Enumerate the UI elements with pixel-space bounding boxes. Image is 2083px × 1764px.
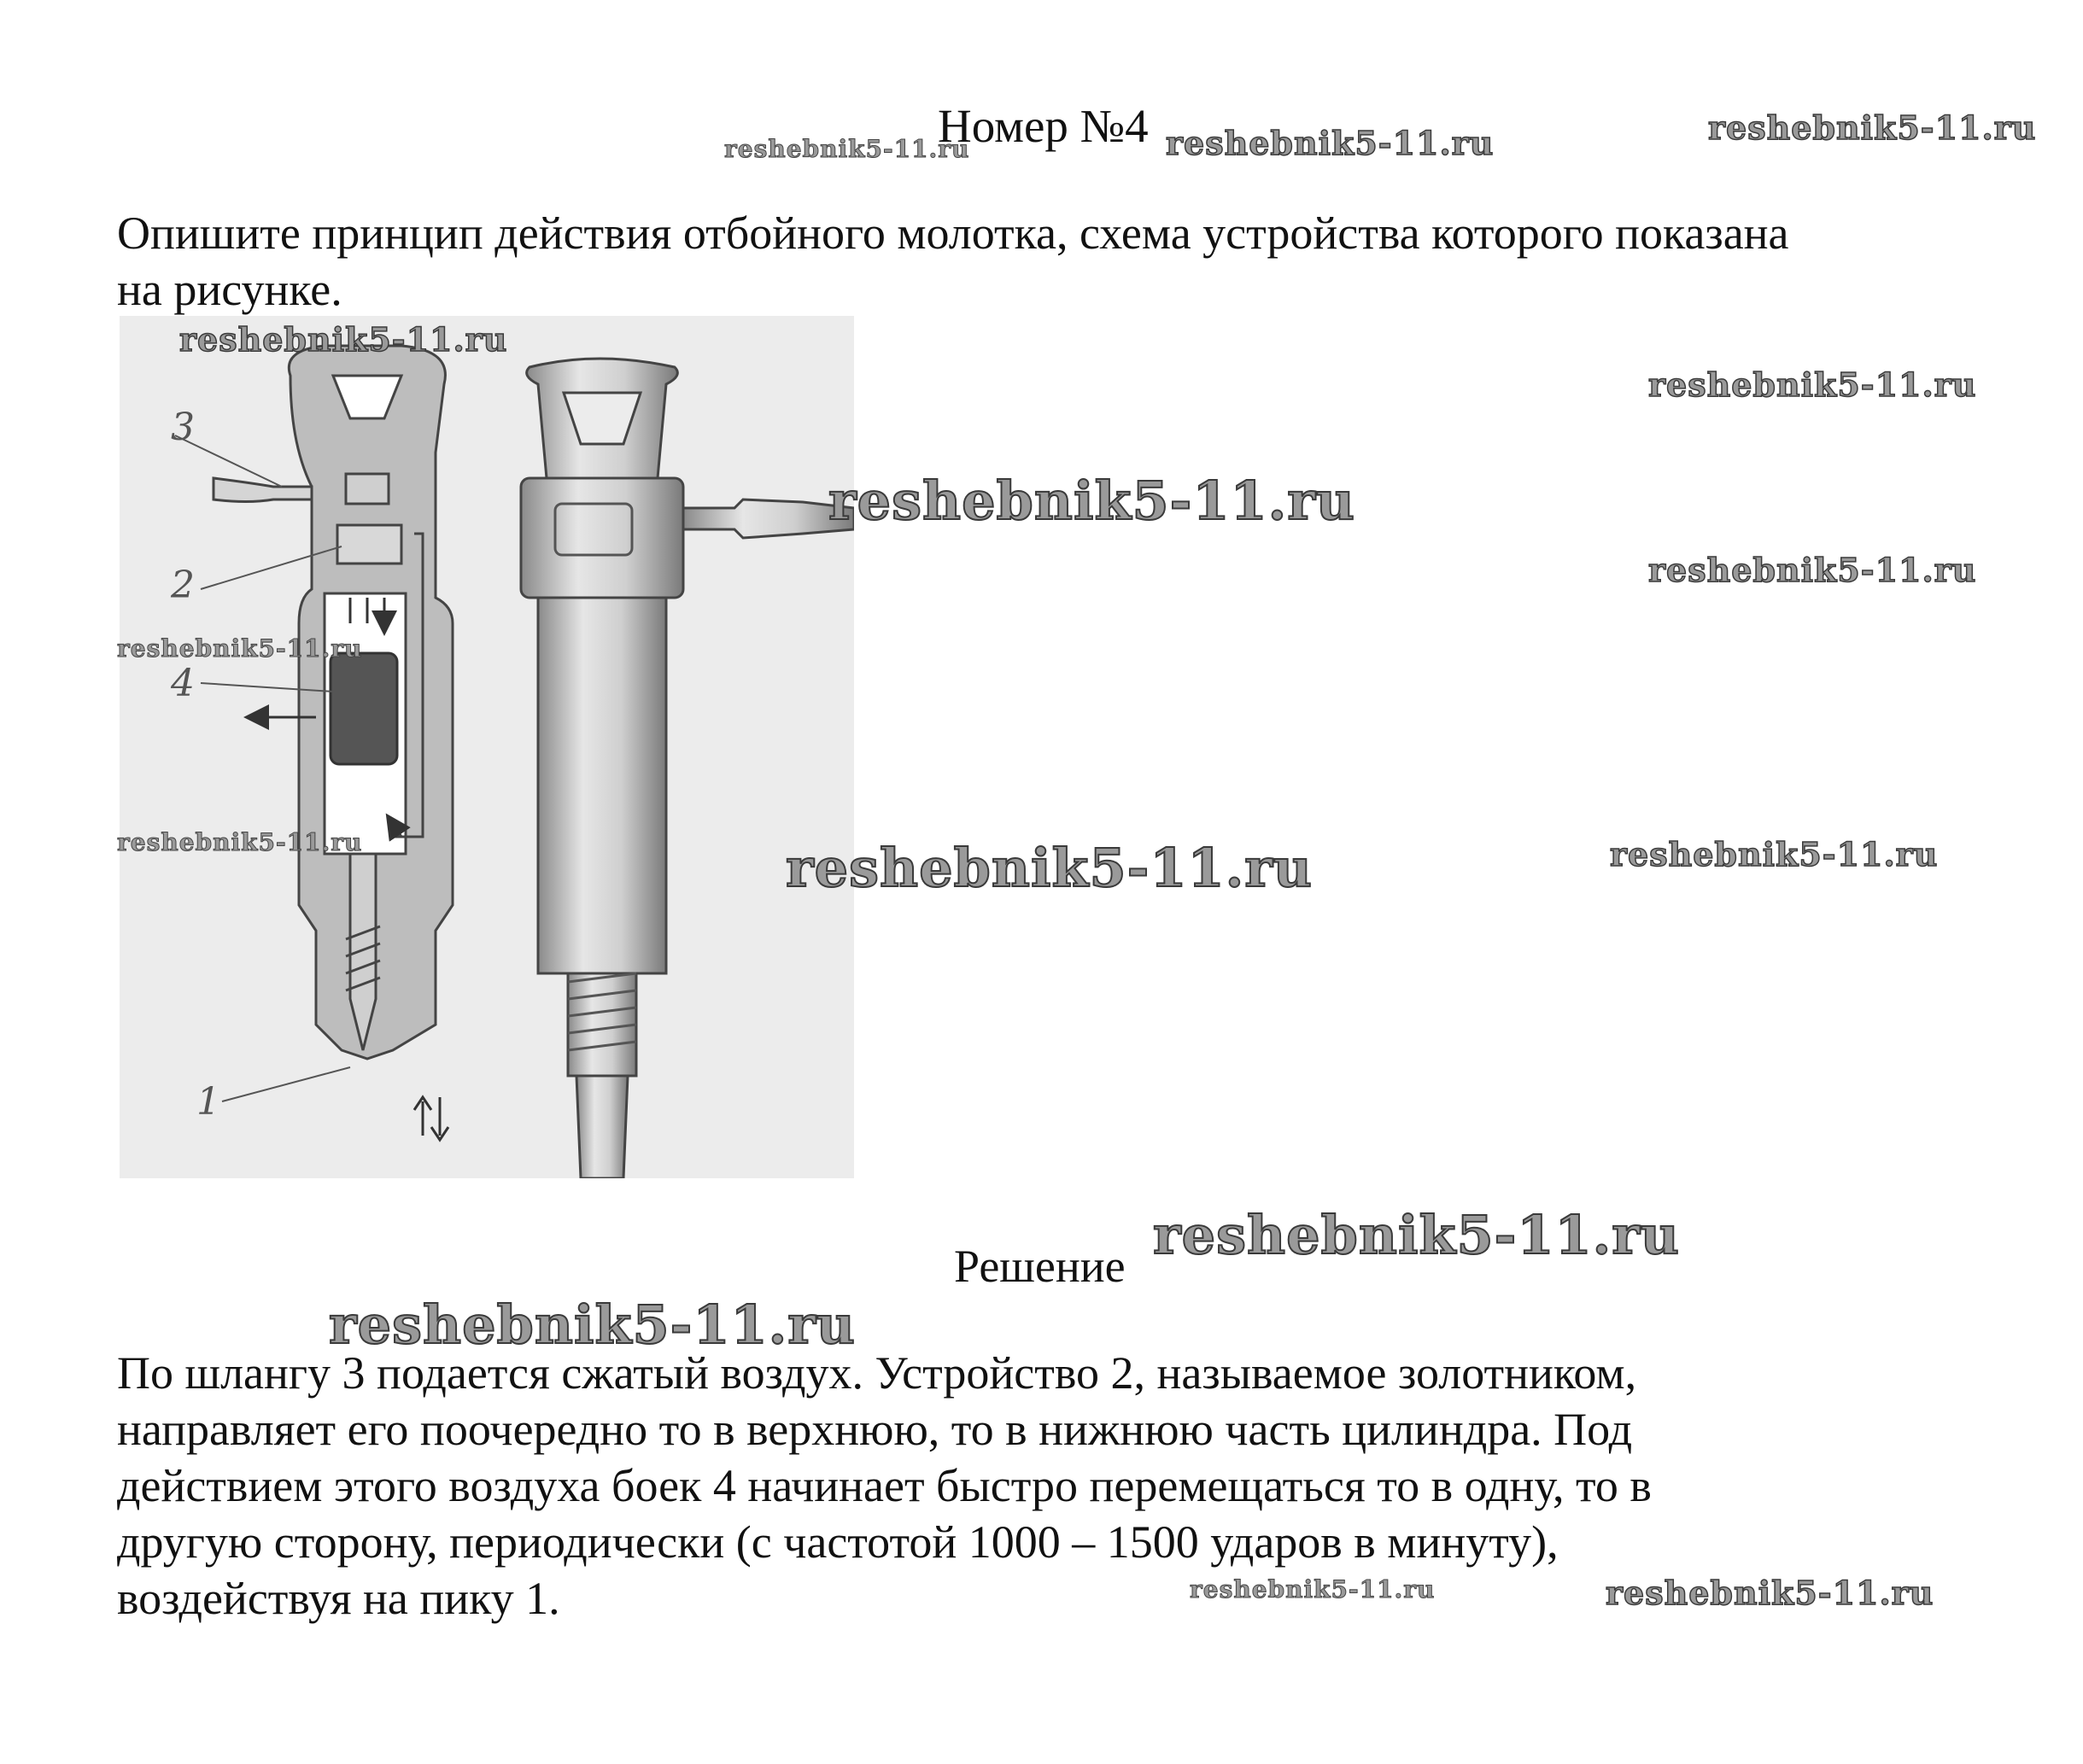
watermark: reshebnik5-11.ru [117, 634, 363, 663]
watermark: reshebnik5-11.ru [724, 135, 970, 163]
label-1: 1 [196, 1080, 220, 1124]
watermark: reshebnik5-11.ru [1190, 1575, 1436, 1603]
watermark: reshebnik5-11.ru [117, 828, 363, 856]
watermark: reshebnik5-11.ru [179, 320, 508, 359]
label-2: 2 [171, 564, 195, 607]
label-4: 4 [171, 662, 195, 705]
question-line-2: на рисунке. [117, 264, 342, 315]
watermark: reshebnik5-11.ru [1708, 108, 2037, 147]
solution-heading: Решение [954, 1241, 1126, 1292]
watermark: reshebnik5-11.ru [1610, 835, 1939, 873]
label-3: 3 [171, 406, 195, 449]
watermark: reshebnik5-11.ru [1606, 1574, 1934, 1612]
jackhammer-figure [120, 316, 854, 1178]
watermark: reshebnik5-11.ru [786, 837, 1313, 899]
solution-line-2: направляет его поочередно то в верхнюю, то в нижнюю часть цилиндра. Под [117, 1404, 1633, 1455]
solution-line-1: По шлангу 3 подается сжатый воздух. Устройство 2, называемое золотником, [117, 1347, 1637, 1399]
watermark: reshebnik5-11.ru [1153, 1204, 1680, 1266]
watermark: reshebnik5-11.ru [828, 470, 1355, 532]
page-title: Номер №4 [938, 100, 1149, 152]
watermark: reshebnik5-11.ru [329, 1294, 856, 1356]
jackhammer-diagram [120, 316, 854, 1178]
solution-line-5: воздействуя на пику 1. [117, 1573, 560, 1624]
question-line-1: Опишите принцип действия отбойного молотка, схема устройства которого показана [117, 207, 1789, 259]
watermark: reshebnik5-11.ru [1648, 551, 1977, 589]
solution-line-4: другую сторону, периодически (с частотой 1000 – 1500 ударов в минуту), [117, 1516, 1559, 1568]
watermark: reshebnik5-11.ru [1166, 124, 1495, 162]
solution-line-3: действием этого воздуха боек 4 начинает быстро перемещаться то в одну, то в [117, 1460, 1652, 1511]
watermark: reshebnik5-11.ru [1648, 365, 1977, 404]
